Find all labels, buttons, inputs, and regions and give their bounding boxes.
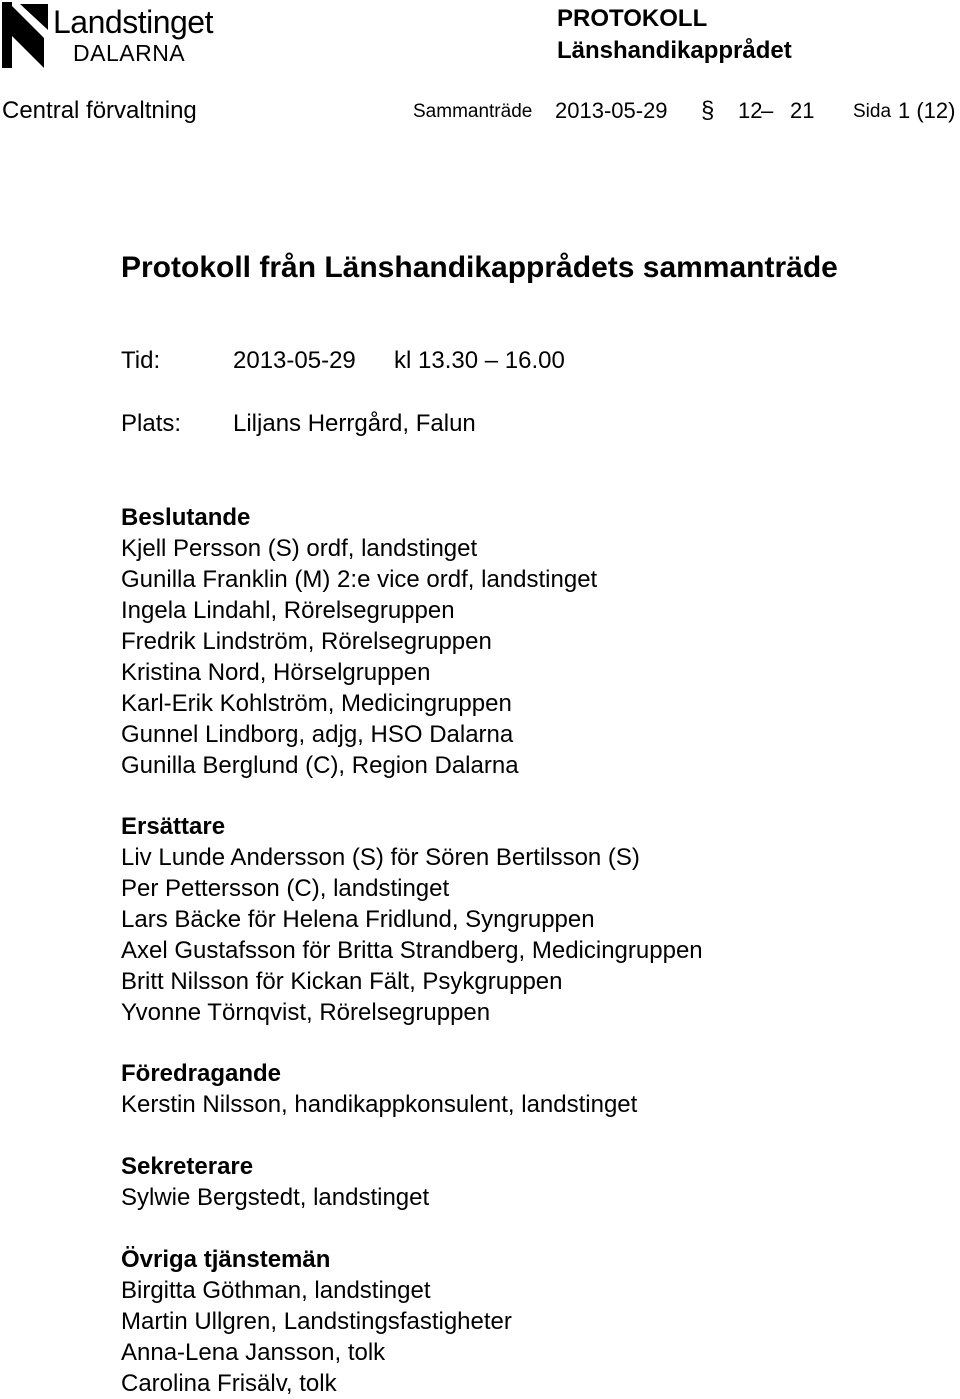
section-ersattare xyxy=(121,811,921,1028)
page-title: Protokoll från Länshandikapprådets sammanträde xyxy=(121,251,838,284)
attendee-item: Kjell Persson (S) ordf, landstinget xyxy=(121,535,478,562)
document-organ: Länshandikapprådet xyxy=(557,37,792,64)
attendee-item: Karl-Erik Kohlström, Medicingruppen xyxy=(121,690,512,717)
attendee-item: Ingela Lindahl, Rörelsegruppen xyxy=(121,597,455,624)
section-foredragande xyxy=(121,1058,921,1120)
document-type: PROTOKOLL xyxy=(557,5,708,32)
attendee-item: Gunilla Berglund (C), Region Dalarna xyxy=(121,752,519,779)
attendee-list xyxy=(121,1089,921,1120)
attendee-item: Yvonne Törnqvist, Rörelsegruppen xyxy=(121,999,491,1026)
paragraph-symbol: § xyxy=(701,97,715,124)
attendee-list xyxy=(121,1275,921,1399)
section-heading: Sekreterare xyxy=(121,1153,254,1180)
paragraph-from: 12 xyxy=(738,98,763,123)
attendee-item: Gunnel Lindborg, adjg, HSO Dalarna xyxy=(121,721,514,748)
landstinget-logo xyxy=(0,0,213,72)
page-label: Sida xyxy=(853,101,892,122)
place-value: Liljans Herrgård, Falun xyxy=(233,410,476,437)
meeting-date: 2013-05-29 xyxy=(555,98,668,123)
attendee-item: Lars Bäcke för Helena Fridlund, Syngruppen xyxy=(121,906,595,933)
attendee-item: Kerstin Nilsson, handikappkonsulent, landstinget xyxy=(121,1091,638,1118)
meta-line xyxy=(0,96,960,126)
section-ovriga xyxy=(121,1244,921,1399)
page-number: 1 (12) xyxy=(898,98,956,123)
section-heading: Övriga tjänstemän xyxy=(121,1246,331,1273)
department: Central förvaltning xyxy=(2,97,197,124)
paragraph-to: 21 xyxy=(790,98,815,123)
time-value: kl 13.30 – 16.00 xyxy=(394,347,565,374)
logo-name: Landstinget xyxy=(53,4,213,40)
attendee-item: Fredrik Lindström, Rörelsegruppen xyxy=(121,628,492,655)
attendee-item: Axel Gustafsson för Britta Strandberg, Medicingruppen xyxy=(121,937,703,964)
time-date: 2013-05-29 xyxy=(233,347,356,374)
landstinget-emblem-icon xyxy=(0,0,52,72)
attendee-list xyxy=(121,1182,921,1213)
attendee-item: Martin Ullgren, Landstingsfastigheter xyxy=(121,1308,512,1335)
logo-subtitle: DALARNA xyxy=(73,40,186,66)
meeting-label: Sammanträde xyxy=(413,101,533,122)
place-label: Plats: xyxy=(121,410,182,437)
section-heading: Beslutande xyxy=(121,504,251,531)
attendee-item: Carolina Frisälv, tolk xyxy=(121,1370,337,1397)
attendee-item: Sylwie Bergstedt, landstinget xyxy=(121,1184,430,1211)
attendee-item: Gunilla Franklin (M) 2:e vice ordf, landstinget xyxy=(121,566,598,593)
attendee-item: Liv Lunde Andersson (S) för Sören Bertilsson (S) xyxy=(121,844,640,871)
time-label: Tid: xyxy=(121,347,161,374)
attendee-item: Kristina Nord, Hörselgruppen xyxy=(121,659,431,686)
attendee-item: Anna-Lena Jansson, tolk xyxy=(121,1339,386,1366)
attendee-list xyxy=(121,842,921,1028)
attendee-item: Britt Nilsson för Kickan Fält, Psykgruppen xyxy=(121,968,563,995)
section-beslutande xyxy=(121,502,921,781)
attendee-item: Per Pettersson (C), landstinget xyxy=(121,875,450,902)
paragraph-dash: – xyxy=(761,98,774,123)
attendee-item: Birgitta Göthman, landstinget xyxy=(121,1277,431,1304)
section-heading: Ersättare xyxy=(121,813,226,840)
place-row xyxy=(121,409,821,439)
time-row xyxy=(121,346,821,376)
section-sekreterare xyxy=(121,1151,921,1213)
section-heading: Föredragande xyxy=(121,1060,282,1087)
attendee-list xyxy=(121,533,921,781)
